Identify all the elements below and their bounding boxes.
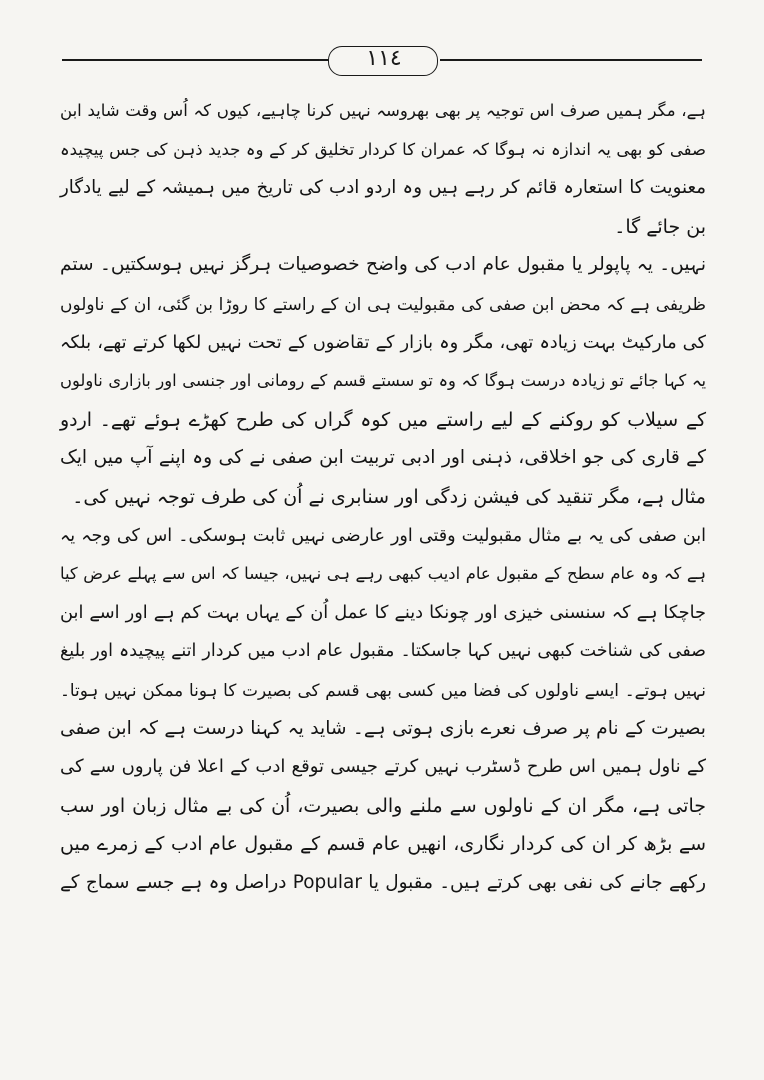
text-line: کے قاری کی جو اخلاقی، ذہنی اور ادبی تربیت ابن صفی نے کی وہ اپنے آپ میں ایک: [60, 447, 706, 469]
text-line: جاچکا ہے کہ سنسنی خیزی اور چونکا دینے کا عمل اُن کے یہاں بہت کم ہے اور اسے ابن: [60, 602, 706, 623]
text-line: مثال ہے، مگر تنقید کی فیشن زدگی اور سنابری نے اُن کی طرف توجہ نہیں کی۔: [72, 485, 706, 508]
text-line: جاتی ہے، مگر ان کے ناولوں سے ملنے والی بصیرت، اُن کی بے مثال زبان اور سب: [60, 794, 706, 817]
header-rule-right: [440, 59, 702, 61]
text-line: معنویت کا استعارہ قائم کر رہے ہیں وہ اردو ادب کی تاریخ میں ہمیشہ کے لیے یادگار: [60, 177, 706, 199]
text-line: ہے کہ وہ عام سطح کے مقبول عام ادیب کبھی رہے ہی نہیں، جیسا کہ اس سے پہلے عرض کیا: [60, 564, 706, 584]
text-line: صفی کی شناخت کبھی نہیں کہا جاسکتا۔ مقبول عام ادب میں کردار اتنے پیچیدہ اور بلیغ: [60, 641, 706, 662]
text-line: کے سیلاب کو روکنے کے لیے راستے میں کوہ گراں کی طرح کھڑے ہوئے تھے۔ اردو: [60, 408, 706, 431]
header-rule-left: [62, 59, 328, 61]
text-line: نہیں ہوتے۔ ایسے ناولوں کی فضا میں کسی بھی قسم کی بصیرت کا ہونا ممکن نہیں ہوتا۔: [60, 679, 706, 700]
text-line: کی مارکیٹ بہت زیادہ تھی، مگر وہ بازار کے تقاضوں کے تحت نہیں لکھا کرتے تھے، بلکہ: [60, 331, 706, 353]
text-line: ہے، مگر ہمیں صرف اس توجیہ پر بھی بھروسہ نہیں کرنا چاہیے، کیوں کہ اُس وقت شاید ابن: [60, 101, 706, 120]
text-line: کے ناول ہمیں اس طرح ڈسٹرب نہیں کرتے جیسی توقع ادب کے اعلا فن پاروں سے کی: [60, 756, 706, 778]
text-line: صفی کو بھی یہ اندازہ نہ ہوگا کہ عمران کا کردار تخلیق کر کے وہ جدید ذہن کی جس پیچیدہ: [60, 139, 706, 159]
text-line: نہیں۔ یہ پاپولر یا مقبول عام ادب کی واضح خصوصیات ہرگز نہیں ہوسکتیں۔ ستم: [60, 254, 706, 276]
page-number: ١١٤: [366, 46, 402, 71]
text-line: ظریفی ہے کہ محض ابن صفی کی مقبولیت ہی ان کے راستے کا روڑا بن گئی، ان کے ناولوں: [60, 293, 706, 314]
text-line: بصیرت کے نام پر صرف نعرے بازی ہوتی ہے۔ شاید یہ کہنا درست ہے کہ ابن صفی: [60, 717, 706, 739]
text-line: رکھے جانے کی نفی بھی کرتے ہیں۔ مقبول یا Popular دراصل وہ ہے جسے سماج کے: [60, 871, 706, 893]
text-line: ابن صفی کی یہ بے مثال مقبولیت وقتی اور عارضی نہیں ثابت ہوسکی۔ اس کی وجہ یہ: [60, 525, 706, 546]
page-body: [60, 92, 706, 902]
text-line: یہ کہا جائے تو زیادہ درست ہوگا کہ وہ تو سستے قسم کے رومانی اور جنسی اور بازاری ناولوں: [60, 371, 706, 391]
page-header: [0, 40, 764, 80]
text-line: سے بڑھ کر ان کی کردار نگاری، انھیں عام قسم کے مقبول عام ادب کے زمرے میں: [60, 833, 706, 856]
text-line: بن جائے گا۔: [614, 215, 706, 238]
